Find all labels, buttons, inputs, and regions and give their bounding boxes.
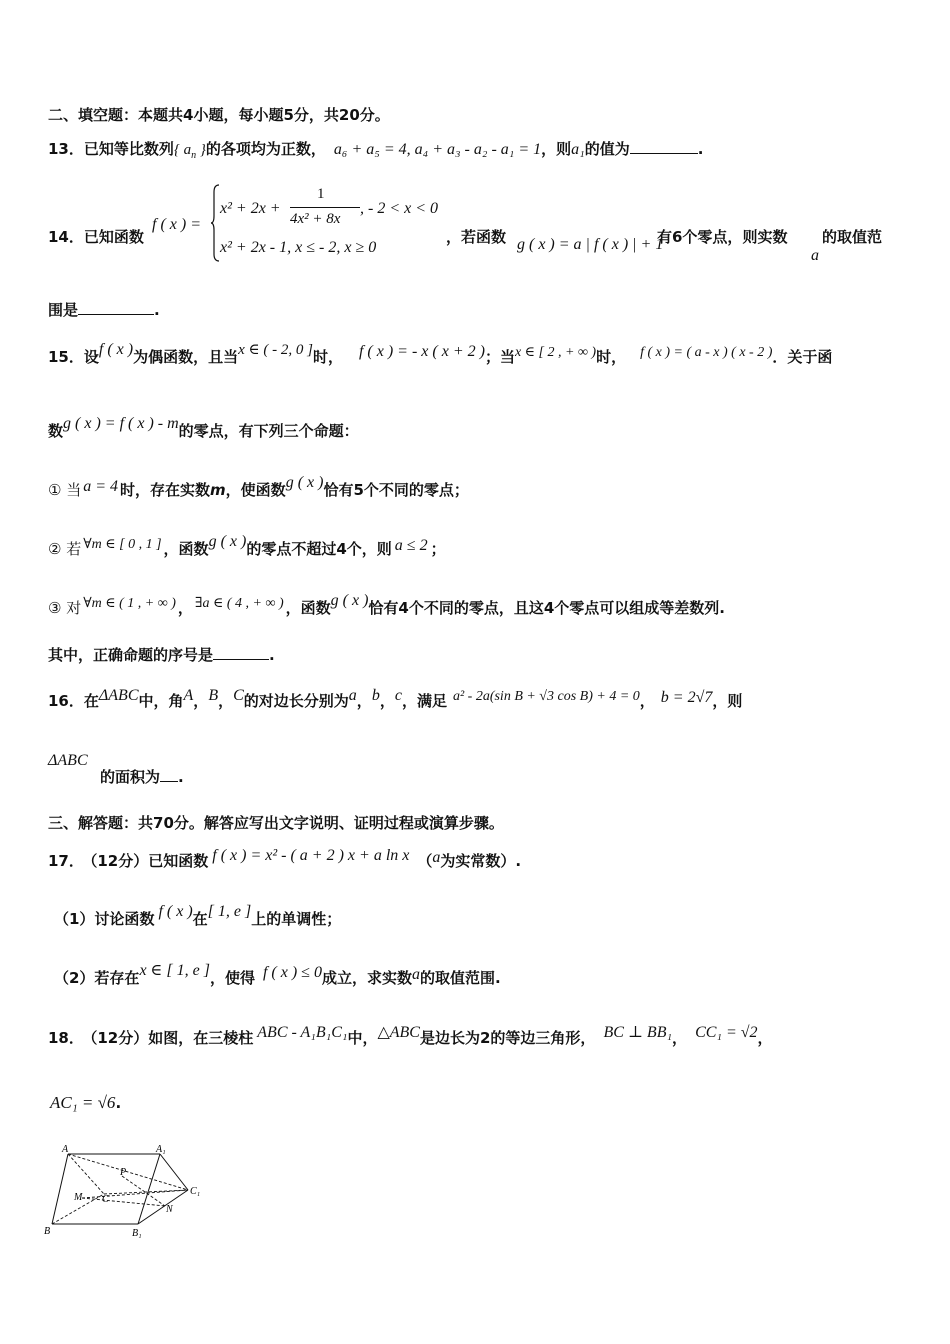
q16-sep-5: ， bbox=[639, 692, 655, 710]
q14-line-2 bbox=[48, 299, 160, 320]
section-3-title-text: 三、解答题：共70分。解答应写出文字说明、证明过程或演算步骤。 bbox=[48, 814, 504, 832]
question-18 bbox=[48, 1024, 773, 1048]
q17-part-1 bbox=[54, 903, 342, 929]
q16-triangle-2: ΔABC bbox=[48, 752, 88, 769]
q16-sep-4: ， bbox=[379, 692, 395, 710]
q15-interval-2: x ∈ [ 2 , + ∞ ) bbox=[514, 345, 597, 360]
q15-interval-1: x ∈ ( - 2, 0 ] bbox=[238, 342, 313, 358]
q18-number: 18． bbox=[48, 1029, 84, 1047]
q15-f-piece-2: f ( x ) = ( a - x ) ( x - 2 ) bbox=[640, 345, 773, 360]
q14-text-4-wrap bbox=[822, 226, 882, 247]
q15-number: 15． bbox=[48, 348, 84, 366]
q14-fraction-bar bbox=[290, 207, 360, 208]
q15-text-5: 时， bbox=[596, 348, 627, 366]
q16-sep-3: ， bbox=[356, 692, 372, 710]
label-m: M bbox=[74, 1192, 83, 1203]
q14-a: a bbox=[811, 247, 819, 264]
q15-proposition-2 bbox=[48, 533, 446, 559]
q18-end: . bbox=[115, 1094, 122, 1112]
q18-text-1: 中， bbox=[347, 1029, 378, 1047]
q16-text-1: 在 bbox=[83, 692, 99, 710]
q17-part-2 bbox=[54, 962, 501, 988]
q17-p2-text-a: （2）若存在 bbox=[54, 969, 140, 987]
q17-text-1: （ bbox=[417, 852, 433, 870]
q16-side-c: c bbox=[394, 687, 402, 704]
q15-p2-text-a: ② 若 bbox=[48, 540, 82, 558]
label-n: N bbox=[166, 1204, 173, 1215]
q17-score-text: （12分）已知函数 bbox=[89, 852, 209, 870]
q17-p1-interval: [ 1, e ] bbox=[207, 903, 252, 920]
q17-p1-text-c: 上的单调性； bbox=[251, 910, 342, 928]
q13-text-2: 的各项均为正数， bbox=[205, 140, 326, 158]
q14-text-3-wrap bbox=[657, 226, 787, 247]
q14-text-5: 围是 bbox=[48, 301, 79, 319]
q18-text-2: 是边长为2的等边三角形， bbox=[419, 1029, 596, 1047]
q15-text-3: 时， bbox=[312, 348, 343, 366]
q16-triangle: ΔABC bbox=[98, 687, 139, 704]
q17-p1-f: f ( x ) bbox=[158, 903, 193, 920]
q17-p1-text-a: （1）讨论函数 bbox=[54, 910, 155, 928]
q16-answer-blank[interactable] bbox=[160, 769, 178, 782]
q13-text-1: 已知等比数列 bbox=[83, 140, 174, 158]
q15-p3-text-c: ，函数 bbox=[285, 599, 331, 617]
q16-number: 16． bbox=[48, 692, 84, 710]
q14-text-1: 已知函数 bbox=[83, 228, 144, 246]
q16-text-4: ，满足 bbox=[401, 692, 447, 710]
label-b: B bbox=[44, 1226, 51, 1237]
q14-case1-expr: x² + 2x + bbox=[220, 200, 281, 217]
q14-brace bbox=[210, 184, 220, 262]
edge-a1-b1 bbox=[138, 1154, 160, 1224]
q16-text-3: 的对边长分别为 bbox=[243, 692, 349, 710]
q17-a: a bbox=[432, 849, 441, 866]
q15-p2-condition: ∀m ∈ [ 0 , 1 ] bbox=[83, 537, 162, 552]
q17-p2-a: a bbox=[411, 966, 420, 983]
section-2-title-text: 二、填空题：本题共4小题，每小题5分，共20分。 bbox=[48, 106, 390, 124]
q18-triangle: △ABC bbox=[377, 1024, 420, 1041]
q15-p1-text-d: 恰有5个不同的零点； bbox=[323, 481, 469, 499]
q16-text-5: ，则 bbox=[712, 692, 743, 710]
question-13 bbox=[48, 138, 703, 161]
q15-p2-text-c: 的零点不超过4个，则 bbox=[246, 540, 392, 558]
q18-sep-2: ， bbox=[757, 1029, 773, 1047]
q14-number-line bbox=[48, 226, 144, 247]
seg-p-n bbox=[122, 1176, 165, 1206]
q14-text-2-wrap bbox=[446, 226, 506, 247]
prism-diagram bbox=[40, 1142, 210, 1242]
q16-text-2: 中，角 bbox=[138, 692, 184, 710]
q15-p1-condition: a = 4 bbox=[83, 478, 119, 495]
edge-a-b bbox=[52, 1154, 68, 1224]
q15-proposition-3 bbox=[48, 592, 725, 618]
q15-p2-g: g ( x ) bbox=[208, 533, 247, 550]
q13-condition: a₆ + a₅ = 4, a₄ + a₃ - a₂ - a₁ = 1 bbox=[333, 141, 542, 158]
section-2-title bbox=[48, 104, 390, 125]
q18-line-2 bbox=[50, 1093, 121, 1113]
q18-score-text: （12分）如图，在三棱柱 bbox=[89, 1029, 254, 1047]
q18-sep: ， bbox=[672, 1029, 688, 1047]
q17-number: 17． bbox=[48, 852, 84, 870]
q15-ask bbox=[48, 644, 275, 665]
q16-side-a: a bbox=[348, 687, 357, 704]
label-c1: C₁ bbox=[190, 1186, 201, 1197]
q14-case1-numerator: 1 bbox=[317, 186, 325, 202]
q15-p2-text-b: ，函数 bbox=[163, 540, 209, 558]
q15-ask-text: 其中，正确命题的序号是 bbox=[48, 646, 214, 664]
q17-text-2: 为实常数）. bbox=[440, 852, 522, 870]
label-a1: A₁ bbox=[156, 1144, 166, 1155]
q17-function: f ( x ) = x² - ( a + 2 ) x + a ln x bbox=[212, 847, 410, 864]
q15-p1-m: m bbox=[210, 481, 226, 499]
q18-perpendicular: BC ⊥ BB₁ bbox=[603, 1024, 673, 1041]
q16-angle-c: C bbox=[233, 687, 244, 704]
prism-figure bbox=[40, 1142, 210, 1242]
q15-p3-text-b: ， bbox=[177, 599, 193, 617]
q18-ac1: AC₁ = √6 bbox=[50, 1093, 116, 1112]
q17-p2-text-c: 成立，求实数 bbox=[321, 969, 412, 987]
q13-answer-blank[interactable] bbox=[630, 141, 698, 154]
seg-m-n bbox=[82, 1198, 165, 1206]
q17-p2-interval: x ∈ [ 1, e ] bbox=[139, 962, 210, 979]
seg-m-c1 bbox=[82, 1190, 188, 1198]
q15-p1-text-b: 时，存在实数 bbox=[120, 481, 211, 499]
question-16-line-1 bbox=[48, 687, 743, 711]
q14-case2-expr: x² + 2x - 1, x ≤ - 2, x ≥ 0 bbox=[220, 239, 377, 256]
q16-equation: a² - 2a(sin B + √3 cos B) + 4 = 0 bbox=[452, 689, 640, 704]
q14-text-4: 的取值范 bbox=[822, 228, 883, 246]
q15-proposition-1 bbox=[48, 474, 469, 500]
q18-cc1: CC₁ = √2 bbox=[695, 1024, 758, 1041]
q15-p3-text-d: 恰有4个不同的零点，且这4个零点可以组成等差数列. bbox=[368, 599, 725, 617]
label-p: P bbox=[120, 1167, 127, 1178]
q14-case1-condition: , - 2 < x < 0 bbox=[360, 200, 439, 217]
q15-text-6: ．关于函 bbox=[772, 348, 833, 366]
q13-text-4: 的值为 bbox=[584, 140, 630, 158]
q15-p2-text-d: ； bbox=[430, 540, 446, 558]
q15-text-4: ；当 bbox=[484, 348, 515, 366]
q15-end: . bbox=[269, 646, 275, 664]
q14-text-2: ，若函数 bbox=[446, 228, 507, 246]
label-b1: B₁ bbox=[132, 1228, 142, 1239]
q16-sep-1: ， bbox=[193, 692, 209, 710]
q14-g-function: g ( x ) = a | f ( x ) | + 1 bbox=[517, 236, 664, 253]
q15-f: f ( x ) bbox=[98, 341, 134, 358]
question-15-line-2 bbox=[48, 415, 359, 441]
q15-text-8: 的零点，有下列三个命题： bbox=[178, 422, 359, 440]
q15-answer-blank[interactable] bbox=[213, 647, 269, 660]
q15-text-2: 为偶函数，且当 bbox=[133, 348, 239, 366]
q13-end: . bbox=[697, 140, 704, 158]
question-15-line-1 bbox=[48, 341, 833, 367]
q15-p1-text-c: ，使函数 bbox=[225, 481, 286, 499]
q14-case1-denominator: 4x² + 8x bbox=[290, 211, 341, 227]
q17-p2-text-b: ，使得 bbox=[209, 969, 255, 987]
q13-number: 13． bbox=[48, 140, 84, 158]
q16-sep-2: ， bbox=[218, 692, 234, 710]
section-3-title bbox=[48, 812, 504, 833]
question-17 bbox=[48, 847, 522, 871]
q15-text-1: 设 bbox=[83, 348, 99, 366]
q15-p3-g: g ( x ) bbox=[330, 592, 369, 609]
q15-text-7: 数 bbox=[48, 422, 64, 440]
q15-g-function: g ( x ) = f ( x ) - m bbox=[63, 415, 179, 432]
q14-end: . bbox=[154, 301, 160, 319]
q16-side-b: b bbox=[371, 687, 380, 704]
q16-angle-b: B bbox=[208, 687, 219, 704]
q16-angle-a: A bbox=[183, 687, 194, 704]
edge-b1-c1 bbox=[138, 1190, 188, 1224]
edge-a1-c1 bbox=[160, 1154, 188, 1190]
q15-p1-g: g ( x ) bbox=[285, 474, 324, 491]
q14-answer-blank[interactable] bbox=[78, 302, 154, 315]
q15-p1-text-a: ① 当 bbox=[48, 481, 82, 499]
q14-number: 14． bbox=[48, 228, 84, 246]
q13-text-3: ，则 bbox=[541, 140, 572, 158]
q16-end: . bbox=[178, 768, 184, 786]
q17-p2-f: f ( x ) ≤ 0 bbox=[262, 964, 322, 981]
q13-a1: a₁ bbox=[571, 141, 585, 158]
q14-text-3: 有6个零点，则实数 bbox=[657, 228, 788, 246]
q16-b-value: b = 2√7 bbox=[660, 689, 713, 706]
q17-p1-text-b: 在 bbox=[192, 910, 208, 928]
q14-f-label: f ( x ) = bbox=[152, 216, 201, 233]
q18-prism: ABC - A₁B₁C₁ bbox=[257, 1024, 348, 1041]
q13-sequence: { $a_n$ } bbox=[173, 142, 206, 161]
question-16-line-2 bbox=[100, 766, 184, 787]
q17-p2-text-d: 的取值范围. bbox=[419, 969, 501, 987]
q15-f-piece-1: f ( x ) = - x ( x + 2 ) bbox=[358, 343, 485, 360]
edge-a-c bbox=[68, 1154, 104, 1194]
edge-c-c1 bbox=[104, 1190, 188, 1194]
label-c: C bbox=[102, 1194, 109, 1205]
q15-p3-condition-1: ∀m ∈ ( 1 , + ∞ ) bbox=[83, 596, 176, 611]
q15-p2-result: a ≤ 2 bbox=[394, 537, 428, 554]
q16-text-6: 的面积为 bbox=[100, 768, 161, 786]
diag-a-c1 bbox=[68, 1154, 188, 1190]
q15-p3-text-a: ③ 对 bbox=[48, 599, 82, 617]
q15-p3-condition-2: ∃a ∈ ( 4 , + ∞ ) bbox=[194, 596, 284, 611]
label-a: A bbox=[62, 1144, 69, 1155]
